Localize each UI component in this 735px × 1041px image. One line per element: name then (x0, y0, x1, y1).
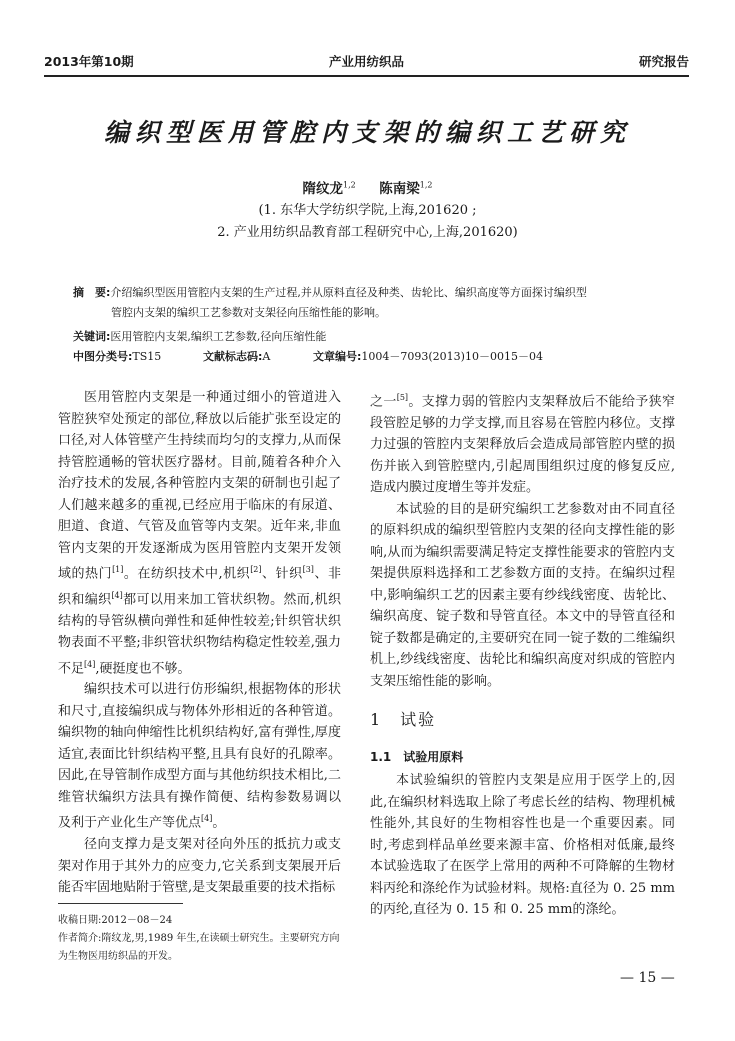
abstract-label: 摘 要: (73, 286, 111, 299)
author-1: 隋纹龙 (302, 181, 344, 197)
text: ,硬挺度也不够。 (95, 660, 191, 676)
classification-meta (73, 348, 673, 364)
right-column (370, 387, 675, 921)
author-line (0, 177, 735, 197)
doc-code-value: A (262, 350, 271, 363)
article-title: 编织型医用管腔内支架的编织工艺研究 (103, 118, 631, 147)
citation: [5] (396, 393, 409, 402)
citation: [3] (302, 565, 314, 574)
running-header (44, 52, 689, 72)
keywords-label: 关键词: (73, 330, 111, 343)
left-column (58, 387, 341, 899)
text: 。在纺织技术中,机织 (123, 566, 251, 582)
section-label: 研究报告 (638, 54, 689, 69)
issue-label: 2013年第10期 (44, 54, 134, 69)
text: 。支撑力弱的管腔内支架释放后不能给予狭窄段管腔足够的力学支撑,而且容易在管腔内移位。支撑力过强的管腔内支架释放后会造成局部管腔内壁的损伤并嵌入到管腔壁内,引起周围组织过度的修复反应,造成内膜过度增生等并发症。 (370, 394, 675, 496)
paragraph-4: 本试验的目的是研究编织工艺参数对由不同直径的原料织成的编织型管腔内支架的径向支撑性能的影响,从而为编织需要满足特定支撑性能要求的管腔内支架提供原料选择和工艺参数方面的支持。在编织过程中,影响编织工艺的因素主要有纱线线密度、齿轮比、编织高度、锭子数和导管直径。本文中的导管直径和锭子数都是确定的,主要研究在同一锭子数的二维编织机上,纱线线密度、齿轮比和编织高度对织成的管腔内支架压缩性能的影响。 (370, 501, 675, 689)
abstract (73, 283, 663, 323)
text: 、非织和编织 (58, 566, 341, 608)
author-1-affiliation: 1,2 (343, 180, 356, 190)
header-divider (44, 75, 689, 77)
keywords (73, 328, 326, 344)
citation: [4] (201, 814, 213, 824)
author-bio: 作者简介:隋纹龙,男,1989 年生,在读硕士研究生。主要研究方向为生物医用纺织品的开发。 (58, 933, 340, 962)
text: 之一 (370, 394, 397, 410)
journal-name: 产业用纺织品 (328, 54, 404, 69)
received-date: 收稿日期:2012－08－24 (58, 915, 173, 926)
footnote-divider (58, 903, 183, 904)
doc-code-label: 文献标志码: (203, 350, 263, 363)
paragraph-2 (58, 679, 341, 834)
keywords-text: 医用管腔内支架,编织工艺参数,径向压缩性能 (110, 330, 327, 343)
subsection-heading: 1.1 试验用原料 (370, 749, 464, 764)
text: 。 (212, 815, 226, 831)
paragraph-3: 径向支撑力是支架对径向外压的抵抗力或支架对作用于其外力的应变力,它关系到支架展开后能否牢固地贴附于管壁,是支架最重要的技术指标 (58, 837, 341, 896)
page-number: — 15 — (620, 970, 675, 986)
clc-label: 中图分类号: (73, 350, 133, 363)
affiliation-1: (1. 东华大学纺织学院,上海,201620 ; (258, 203, 477, 218)
abstract-line-2: 管腔内支架的编织工艺参数对支架径向压缩性能的影响。 (111, 306, 386, 319)
affiliation-2: 2. 产业用纺织品教育部工程研究中心,上海,201620) (217, 225, 518, 240)
citation: [1] (112, 565, 124, 574)
paragraph-5: 本试验编织的管腔内支架是应用于医学上的,因此,在编织材料选取上除了考虑长丝的结构、物理机械性能外,其良好的生物相容性也是一个重要因素。同时,考虑到样品单丝要来源丰富、价格相对低廉,最终本试验选取了在医学上常用的两种不可降解的生物材料丙纶和涤纶作为试验材料。规格:直径为 0. 25 mm 的丙纶,直径为 0. 15 和 0. 25 mm的涤纶。 (370, 773, 675, 918)
article-number-label: 文章编号: (313, 350, 362, 363)
paragraph-1 (58, 387, 341, 679)
citation: [2] (250, 565, 262, 574)
paragraph-continued (370, 387, 675, 499)
author-2: 陈南梁 (379, 181, 420, 197)
text: 、针织 (261, 566, 303, 582)
clc-value: TS15 (132, 350, 162, 363)
text: 医用管腔内支架是一种通过细小的管道进入管腔狭窄处预定的部位,释放以后能扩张至设定的口径,对人体管壁产生持续而均匀的支撑力,从而保持管腔通畅的管状医疗器材。目前,随着各种介入治疗技术的发展,各种管腔内支架的研制也引起了人们越来越多的重视,已经应用于临床的有尿道、胆道、食道、气管及血管等内支架。近年来,非血管内支架的开发逐渐成为医用管腔内支架开发领域的热门 (58, 390, 341, 582)
citation: [4] (111, 590, 123, 600)
abstract-line-1: 介绍编织型医用管腔内支架的生产过程,并从原料直径及种类、齿轮比、编织高度等方面探讨编织型 (110, 286, 587, 299)
citation: [4] (84, 659, 96, 669)
article-number-value: 1004－7093(2013)10－0015－04 (361, 350, 543, 363)
footnote (58, 912, 348, 966)
text: 编织技术可以进行仿形编织,根据物体的形状和尺寸,直接编织成与物体外形相近的各种管道。编织物的轴向伸缩性比机织结构好,富有弹性,厚度适宜,表面比针织结构平整,且具有良好的孔隙率。因此,在导管制作成型方面与其他纺织技术相比,二维管状编织方法具有操作简便、结构参数易调以及利于产业化生产等优点 (58, 682, 341, 831)
text: 都可以用来加工管状织物。然而,机织结构的导管纵横向弹性和延伸性较差;针织管状织物表面不平整;非织管状织物结构稳定性较差,强力不足 (58, 592, 341, 676)
section-heading: 1 试验 (370, 710, 437, 730)
author-2-affiliation: 1,2 (419, 180, 433, 190)
